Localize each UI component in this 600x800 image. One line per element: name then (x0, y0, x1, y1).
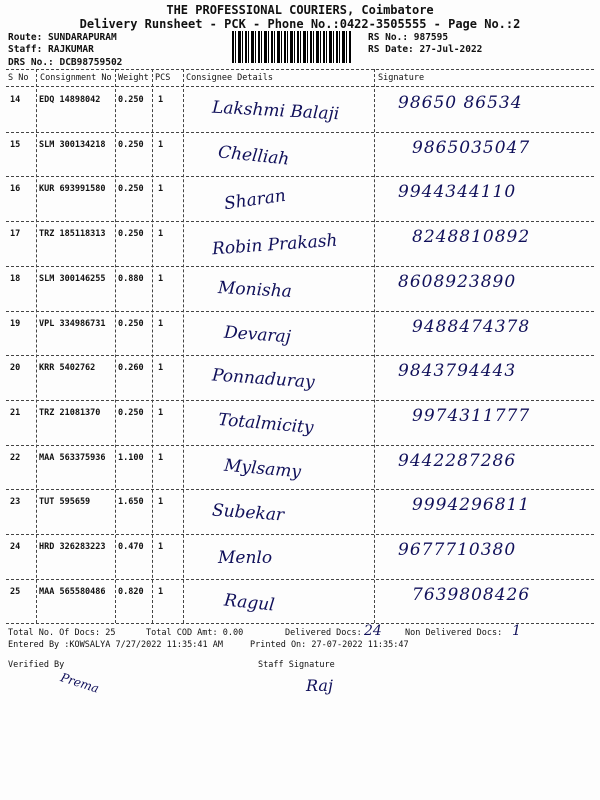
row-sno: 17 (10, 229, 21, 239)
verified-by-label: Verified By (8, 660, 65, 670)
table-bottom-rule (6, 623, 594, 624)
row-consignee-handwritten: Ragul (223, 590, 276, 616)
column-divider (183, 69, 184, 623)
row-pcs: 1 (158, 274, 164, 284)
row-consignment-no: EDQ 14898042 (39, 95, 101, 105)
col-weight: Weight (118, 73, 149, 83)
printed-on: Printed On: 27-07-2022 11:35:47 (250, 640, 409, 650)
row-pcs: 1 (158, 229, 164, 239)
row-sno: 16 (10, 184, 21, 194)
row-pcs: 1 (158, 184, 164, 194)
row-signature-handwritten: 9442287286 (398, 451, 517, 471)
row-consignment-no: MAA 565580486 (39, 587, 106, 597)
row-signature-handwritten: 9974311777 (412, 406, 531, 426)
row-consignee-handwritten: Devaraj (223, 322, 292, 348)
row-sno: 15 (10, 140, 21, 150)
col-signature: Signature (378, 73, 425, 83)
row-sno: 23 (10, 497, 21, 507)
row-consignee-handwritten: Totalmicity (217, 409, 315, 439)
row-divider (6, 579, 594, 580)
drs-label: DRS No.: DCB98759502 (8, 57, 123, 68)
row-sno: 24 (10, 542, 21, 552)
col-consignee: Consignee Details (186, 73, 273, 83)
row-signature-handwritten: 9488474378 (412, 317, 531, 337)
row-pcs: 1 (158, 497, 164, 507)
barcode (232, 31, 352, 63)
row-weight: 0.250 (118, 95, 144, 105)
row-weight: 0.250 (118, 184, 144, 194)
row-consignee-handwritten: Ponnaduray (211, 365, 316, 393)
row-signature-handwritten: 8608923890 (398, 272, 517, 292)
non-delivered-handwritten: 1 (512, 623, 521, 639)
row-weight: 0.250 (118, 229, 144, 239)
row-signature-handwritten: 7639808426 (412, 585, 531, 605)
row-sno: 22 (10, 453, 21, 463)
row-consignment-no: TUT 595659 (39, 497, 91, 507)
row-sno: 20 (10, 363, 21, 373)
header-rule-bottom (6, 86, 594, 87)
row-consignee-handwritten: Lakshmi Balaji (211, 97, 340, 125)
row-consignment-no: TRZ 185118313 (39, 229, 106, 239)
row-weight: 0.250 (118, 408, 144, 418)
row-consignment-no: SLM 300146255 (39, 274, 106, 284)
row-consignee-handwritten: Mylsamy (223, 455, 302, 483)
row-divider (6, 489, 594, 490)
delivered-label: Delivered Docs: (285, 628, 362, 638)
staff-signature-label: Staff Signature (258, 660, 335, 670)
entered-by: Entered By :KOWSALYA 7/27/2022 11:35:41 AM (8, 640, 223, 650)
row-sno: 14 (10, 95, 21, 105)
row-signature-handwritten: 9865035047 (412, 138, 531, 158)
row-sno: 21 (10, 408, 21, 418)
col-consignment: Consignment No (40, 73, 112, 83)
row-pcs: 1 (158, 95, 164, 105)
column-divider (115, 69, 116, 623)
row-pcs: 1 (158, 140, 164, 150)
row-signature-handwritten: 9843794443 (398, 361, 517, 381)
row-consignment-no: KUR 693991580 (39, 184, 106, 194)
row-consignee-handwritten: Chelliah (217, 142, 291, 170)
row-signature-handwritten: 9677710380 (398, 540, 517, 560)
row-divider (6, 311, 594, 312)
row-divider (6, 266, 594, 267)
row-signature-handwritten: 9994296811 (412, 495, 531, 515)
row-consignee-handwritten: Robin Prakash (211, 230, 339, 260)
row-weight: 0.470 (118, 542, 144, 552)
rs-date: RS Date: 27-Jul-2022 (368, 44, 483, 55)
row-signature-handwritten: 9944344110 (398, 182, 517, 202)
non-delivered-label: Non Delivered Docs: (405, 628, 503, 638)
row-consignment-no: MAA 563375936 (39, 453, 106, 463)
document-subtitle: Delivery Runsheet - PCK - Phone No.:0422-3505555 - Page No.:2 (79, 17, 521, 31)
row-weight: 0.250 (118, 140, 144, 150)
row-consignment-no: VPL 334986731 (39, 319, 106, 329)
row-divider (6, 355, 594, 356)
row-consignee-handwritten: Sharan (222, 185, 288, 215)
row-weight: 0.880 (118, 274, 144, 284)
row-divider (6, 176, 594, 177)
row-consignee-handwritten: Subekar (211, 500, 285, 526)
row-sno: 18 (10, 274, 21, 284)
route-label: Route: SUNDARAPURAM (8, 32, 117, 43)
verifier-signature: Prema (58, 670, 101, 696)
row-pcs: 1 (158, 587, 164, 597)
rs-number: RS No.: 987595 (368, 32, 449, 43)
row-pcs: 1 (158, 408, 164, 418)
column-divider (152, 69, 153, 623)
header-rule-top (6, 69, 594, 70)
col-sno: S No (8, 73, 29, 83)
row-sno: 25 (10, 587, 21, 597)
staff-label: Staff: RAJKUMAR (8, 44, 94, 55)
row-divider (6, 400, 594, 401)
column-divider (36, 69, 37, 623)
total-docs: Total No. Of Docs: 25 (8, 628, 116, 638)
row-signature-handwritten: 8248810892 (412, 227, 531, 247)
row-weight: 1.100 (118, 453, 144, 463)
total-cod: Total COD Amt: 0.00 (146, 628, 244, 638)
row-signature-handwritten: 98650 86534 (398, 93, 523, 113)
row-weight: 1.650 (118, 497, 144, 507)
row-consignment-no: TRZ 21081370 (39, 408, 101, 418)
row-weight: 0.260 (118, 363, 144, 373)
row-consignment-no: HRD 326283223 (39, 542, 106, 552)
row-consignee-handwritten: Monisha (217, 278, 293, 302)
row-weight: 0.820 (118, 587, 144, 597)
row-consignee-handwritten: Menlo (218, 548, 273, 568)
row-consignment-no: SLM 300134218 (39, 140, 106, 150)
row-pcs: 1 (158, 363, 164, 373)
column-divider (374, 69, 375, 623)
row-divider (6, 221, 594, 222)
row-divider (6, 534, 594, 535)
row-weight: 0.250 (118, 319, 144, 329)
row-pcs: 1 (158, 542, 164, 552)
document-title: THE PROFESSIONAL COURIERS, Coimbatore (166, 3, 434, 17)
row-pcs: 1 (158, 453, 164, 463)
row-pcs: 1 (158, 319, 164, 329)
delivered-handwritten: 24 (364, 623, 382, 639)
staff-signature: Raj (306, 676, 333, 695)
row-divider (6, 132, 594, 133)
row-consignment-no: KRR 5402762 (39, 363, 96, 373)
row-sno: 19 (10, 319, 21, 329)
row-divider (6, 445, 594, 446)
col-pcs: PCS (155, 73, 171, 83)
